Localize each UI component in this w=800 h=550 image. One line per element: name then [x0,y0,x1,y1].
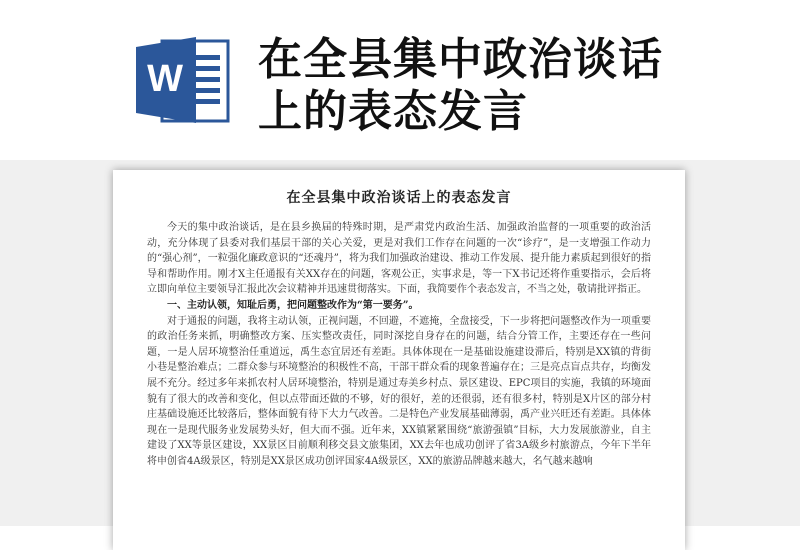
page-title [258,34,778,138]
page-title-line2: 上的表态发言 [258,86,528,137]
paragraph-body: 对于通报的问题，我将主动认领，正视问题，不回避，不遮掩，全盘接受，下一步将把问题整改作为一项重要的政治任务来抓，明确整改方案、压实整改责任，同时深挖自身存在的问题，结合分管工作，主要还存在一些问题，一是人居环境整治任重道远，禹生态宜居还有差距。具体体现在一是基础设施建设滞后，特别是XX镇的背街小巷是整治难点；二群众参与环境整治的积极性不高，干部干群众看的现象普遍存在；三是亮点盲点共存，均衡发展不充分。经过多年来抓农村人居环境整治，特别是通过寿美乡村点、景区建设、EPC项目的实施，我镇的环境面貌有了很大的改善和变化，但以点带面还做的不够，好的很好，差的还很弱，还有很多村，特别是X片区的部分村庄基础设施还比较落后，整体面貌有待下大力气改善。二是特色产业发展基础薄弱，禹产业兴旺还有差距。具体体现在一是现代服务业发展势头好，但大而不强。近年来，XX镇紧紧围绕“旅游强镇”目标，大力发展旅游业，自主建设了XX等景区建设，XX景区目前顺利移交县文旅集团，XX去年也成功创评了省3A级乡村旅游点，今年下半年将申创省4A级景区，特别是XX景区成功创评国家4A级景区，XX的旅游品牌越来越大，名气越来越响 [147,315,651,467]
document-title: 在全县集中政治谈话上的表态发言 [286,190,512,206]
page-title-line1: 在全县集中政治谈话 [258,34,663,85]
section-heading: 一、主动认领，知耻后勇，把问题整改作为“第一要务”。 [167,299,419,311]
word-icon [132,33,232,127]
paragraph-intro: 今天的集中政治谈话，是在县乡换届的特殊时期，是严肃党内政治生活、加强政治监督的一项重要的政治活动，充分体现了县委对我们基层干部的关心关爱，更是对我们工作存在问题的一次“诊疗”，是一支增强工作动力的“强心剂”，一粒强化廉政意识的“还魂丹”，将为我们加强政治建设、推动工作发展、提升能力素质起到很好的指导和帮助作用。刚才X主任通报有关XX存在的问题，客观公正，实事求是，等一下X书记还将作重要指示，会后将立即向单位主要领导汇报此次会议精神并迅速贯彻落实。下面，我简要作个表态发言，不当之处，敬请批评指正。 [147,222,651,296]
word-icon-letter: W [147,58,183,100]
document-body [147,220,651,470]
document-page [113,170,685,550]
top-banner [0,0,800,160]
